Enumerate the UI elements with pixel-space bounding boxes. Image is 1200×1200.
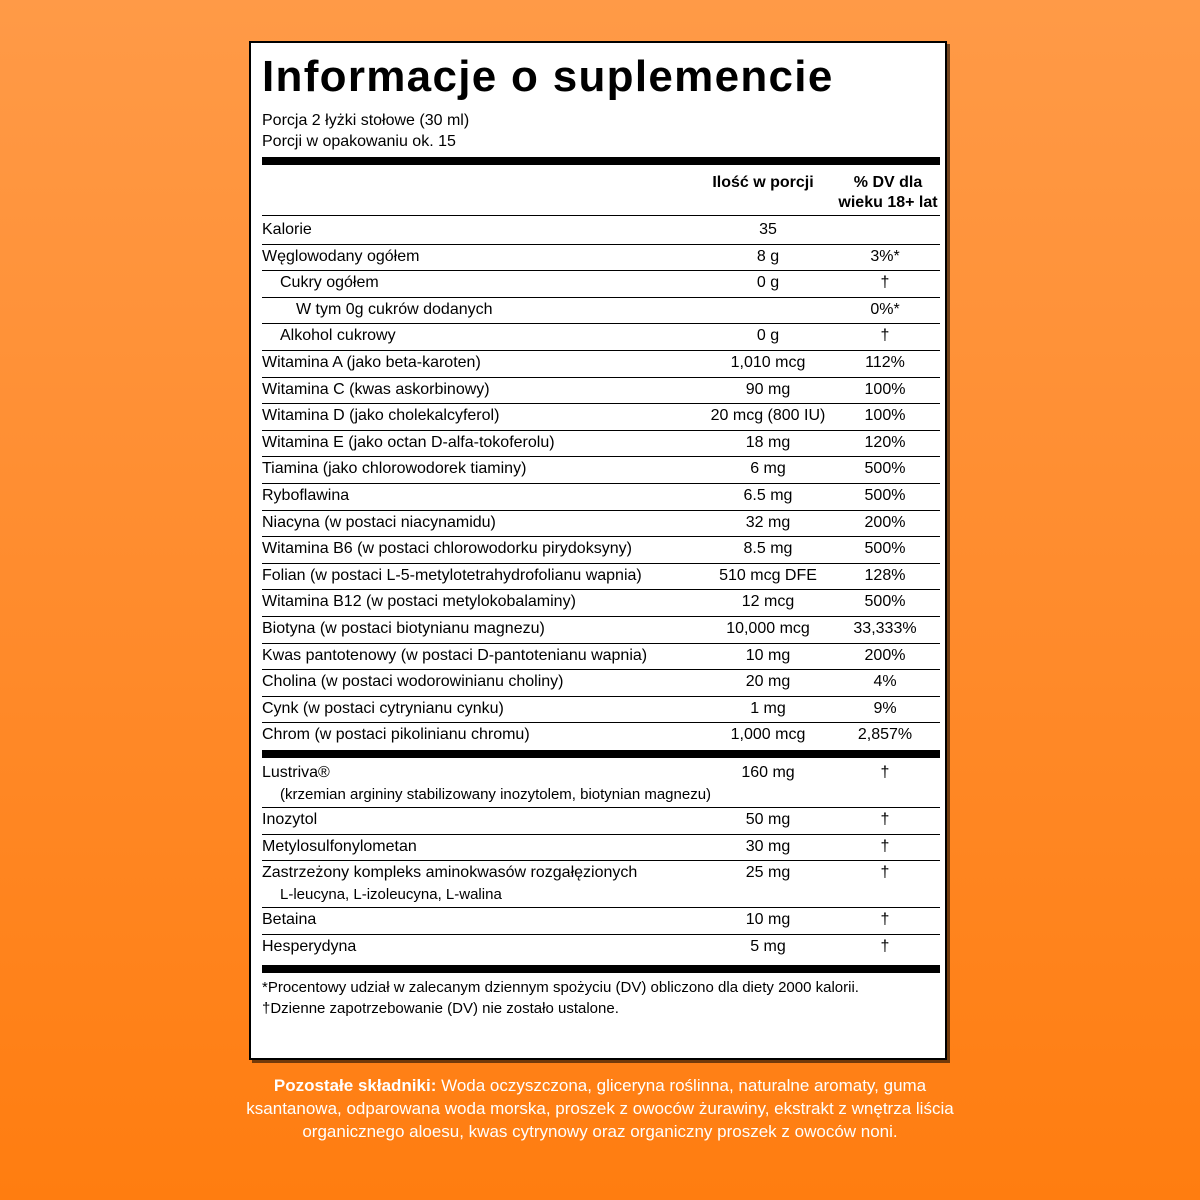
row-divider (262, 536, 940, 537)
ingredient-amount: 30 mg (745, 837, 791, 855)
nutrient-name: Witamina B6 (w postaci chlorowodorku pirydoksyny) (262, 540, 632, 558)
nutrient-dv: 100% (864, 407, 906, 425)
nutrient-row (262, 699, 940, 719)
ingredient-name: Lustriva® (262, 764, 330, 781)
row-divider (262, 323, 940, 324)
nutrient-amount: 8.5 mg (743, 540, 793, 558)
nutrient-name: Witamina C (kwas askorbinowy) (262, 380, 490, 398)
dv-header-line-2: wieku 18+ lat (838, 194, 938, 211)
row-divider (262, 934, 940, 935)
nutrient-name: Ryboflawina (262, 487, 350, 504)
other-ingredient-row (262, 810, 940, 833)
row-divider (262, 350, 940, 351)
nutrient-dv: † (880, 274, 890, 292)
nutrient-dv: † (880, 327, 890, 345)
ingredient-dv: † (880, 937, 890, 955)
nutrient-row (262, 646, 940, 666)
footnote-dagger: †Dzienne zapotrzebowanie (DV) nie zostało ustalone. (262, 1000, 619, 1017)
row-divider (262, 643, 940, 644)
ingredient-amount: 160 mg (741, 764, 795, 781)
nutrient-name: Węglowodany ogółem (262, 247, 420, 265)
nutrient-dv: 100% (864, 380, 906, 398)
nutrient-name: Witamina E (jako octan D-alfa-tokoferolu) (262, 433, 555, 451)
nutrient-dv: 200% (864, 513, 906, 531)
nutrient-amount: 12 mcg (741, 593, 795, 611)
nutrient-amount: 10 mg (745, 646, 791, 664)
servings-per-container: Porcji w opakowaniu ok. 15 (262, 133, 456, 150)
nutrient-amount: 1 mg (750, 699, 786, 717)
nutrient-row (262, 273, 940, 293)
nutrient-dv: 500% (864, 460, 906, 478)
other-ingredient-row (262, 863, 940, 906)
nutrient-row (262, 380, 940, 400)
other-ingredients-text: Woda oczyszczona, gliceryna roślinna, naturalne aromaty, guma ksantanowa, odparowana woda morska, proszek z owoców żurawiny, ekstrakt z wnętrza liścia organicznego aloesu, kwas cytrynowy oraz organiczny proszek z owoców noni. (246, 1076, 954, 1141)
supplement-facts-panel (249, 41, 947, 1060)
row-divider (262, 430, 940, 431)
row-divider (262, 589, 940, 590)
ingredient-name: Betaina (262, 911, 317, 929)
nutrient-name: Witamina D (jako cholekalcyferol) (262, 407, 500, 425)
row-divider (262, 907, 940, 908)
nutrient-dv: 500% (864, 540, 906, 558)
row-divider (262, 860, 940, 861)
nutrient-row (262, 353, 940, 373)
other-ingredient-row (262, 910, 940, 933)
nutrient-dv: 33,333% (853, 620, 917, 637)
nutrient-row (262, 513, 940, 533)
nutrient-amount: 90 mg (745, 380, 791, 398)
ingredient-dv: † (880, 764, 890, 781)
ingredient-name: Zastrzeżony kompleks aminokwasów rozgałęzionych (262, 864, 638, 882)
nutrient-row (262, 300, 940, 320)
nutrient-name: Biotyna (w postaci biotynianu magnezu) (262, 620, 545, 637)
nutrient-dv: 128% (864, 566, 906, 584)
row-divider (262, 563, 940, 564)
row-divider (262, 244, 940, 245)
nutrient-amount: 32 mg (745, 513, 791, 531)
nutrient-amount: 6 mg (750, 460, 786, 478)
nutrient-row (262, 539, 940, 559)
nutrient-name: Chrom (w postaci pikolinianu chromu) (262, 726, 530, 744)
ingredient-amount: 5 mg (750, 937, 786, 955)
nutrient-row (262, 459, 940, 479)
nutrient-row (262, 247, 940, 267)
row-divider (262, 722, 940, 723)
nutrient-amount: 1,000 mcg (730, 726, 806, 744)
other-ingredient-row (262, 937, 940, 960)
nutrient-amount: 6.5 mg (743, 487, 793, 504)
nutrient-row (262, 486, 940, 506)
ingredient-dv: † (880, 864, 890, 882)
nutrient-name: W tym 0g cukrów dodanych (296, 300, 493, 318)
row-divider (262, 403, 940, 404)
footnote-dv: *Procentowy udział w zalecanym dziennym spożyciu (DV) obliczono dla diety 2000 kalorii. (262, 979, 859, 996)
nutrient-dv: 112% (865, 354, 905, 371)
row-divider (262, 297, 940, 298)
other-ingredients (245, 1074, 955, 1143)
amount-column-header: Ilość w porcji (712, 174, 814, 191)
nutrient-row (262, 433, 940, 453)
nutrient-dv: 500% (864, 593, 906, 611)
nutrient-amount: 0 g (756, 274, 780, 292)
nutrient-dv: 120% (864, 433, 906, 451)
nutrient-row (262, 566, 940, 586)
nutrient-amount: 8 g (756, 247, 780, 265)
other-ingredient-row (262, 763, 940, 806)
nutrient-name: Cukry ogółem (280, 274, 379, 292)
serving-size: Porcja 2 łyżki stołowe (30 ml) (262, 112, 470, 129)
nutrient-name: Folian (w postaci L-5-metylotetrahydrofolianu wapnia) (262, 566, 642, 584)
other-ingredient-row (262, 837, 940, 860)
nutrient-name: Kalorie (262, 221, 312, 238)
nutrient-dv: 0%* (870, 300, 900, 318)
ingredient-dv: † (880, 811, 890, 828)
nutrient-amount: 10,000 mcg (726, 620, 810, 637)
middle-thick-divider (262, 750, 940, 758)
nutrient-row (262, 326, 940, 346)
header-divider (262, 215, 940, 216)
ingredient-subtext: L-leucyna, L-izoleucyna, L-walina (280, 886, 502, 904)
ingredient-name: Metylosulfonylometan (262, 837, 417, 855)
nutrient-dv: 200% (864, 646, 906, 664)
nutrient-row (262, 406, 940, 426)
row-divider (262, 696, 940, 697)
row-divider (262, 669, 940, 670)
row-divider (262, 510, 940, 511)
ingredient-name: Hesperydyna (262, 937, 357, 955)
row-divider (262, 616, 940, 617)
row-divider (262, 834, 940, 835)
bottom-thick-divider (262, 965, 940, 973)
other-ingredients-label: Pozostałe składniki: (273, 1076, 437, 1095)
nutrient-row (262, 725, 940, 745)
nutrient-name: Cholina (w postaci wodorowinianu choliny) (262, 673, 564, 691)
row-divider (262, 483, 940, 484)
nutrient-amount: 35 (759, 221, 777, 238)
nutrient-dv: 3%* (870, 247, 900, 265)
nutrient-amount: 20 mcg (800 IU) (710, 407, 826, 425)
nutrient-name: Witamina B12 (w postaci metylokobalaminy) (262, 593, 576, 611)
nutrient-name: Cynk (w postaci cytrynianu cynku) (262, 699, 504, 717)
ingredient-name: Inozytol (262, 811, 318, 828)
nutrient-name: Witamina A (jako beta-karoten) (262, 354, 481, 371)
nutrient-amount: 0 g (756, 327, 780, 345)
nutrient-row (262, 220, 940, 240)
ingredient-amount: 25 mg (745, 864, 791, 882)
ingredient-dv: † (880, 911, 890, 929)
nutrient-amount: 18 mg (745, 433, 791, 451)
top-thick-divider (262, 157, 940, 165)
nutrient-row (262, 592, 940, 612)
nutrient-amount: 20 mg (745, 673, 791, 691)
row-divider (262, 456, 940, 457)
nutrient-name: Tiamina (jako chlorowodorek tiaminy) (262, 460, 527, 478)
row-divider (262, 377, 940, 378)
nutrient-dv: 500% (864, 487, 906, 504)
panel-title: Informacje o suplemencie (262, 52, 834, 101)
nutrient-row (262, 672, 940, 692)
nutrient-amount: 510 mcg DFE (719, 566, 817, 584)
nutrient-dv: 4% (873, 673, 897, 691)
nutrient-dv: 2,857% (857, 726, 913, 744)
nutrient-name: Alkohol cukrowy (280, 327, 396, 345)
nutrient-row (262, 619, 940, 639)
dv-header-line-1: % DV dla (853, 174, 923, 191)
nutrient-dv: 9% (873, 699, 897, 717)
nutrient-name: Kwas pantotenowy (w postaci D-pantotenianu wapnia) (262, 646, 648, 664)
dv-column-header (827, 173, 949, 213)
ingredient-dv: † (880, 837, 890, 855)
row-divider (262, 807, 940, 808)
ingredient-amount: 50 mg (745, 811, 791, 828)
row-divider (262, 270, 940, 271)
ingredient-subtext: (krzemian argininy stabilizowany inozytolem, biotynian magnezu) (280, 786, 712, 803)
ingredient-amount: 10 mg (745, 911, 791, 929)
nutrient-name: Niacyna (w postaci niacynamidu) (262, 513, 496, 531)
nutrient-amount: 1,010 mcg (730, 354, 806, 371)
